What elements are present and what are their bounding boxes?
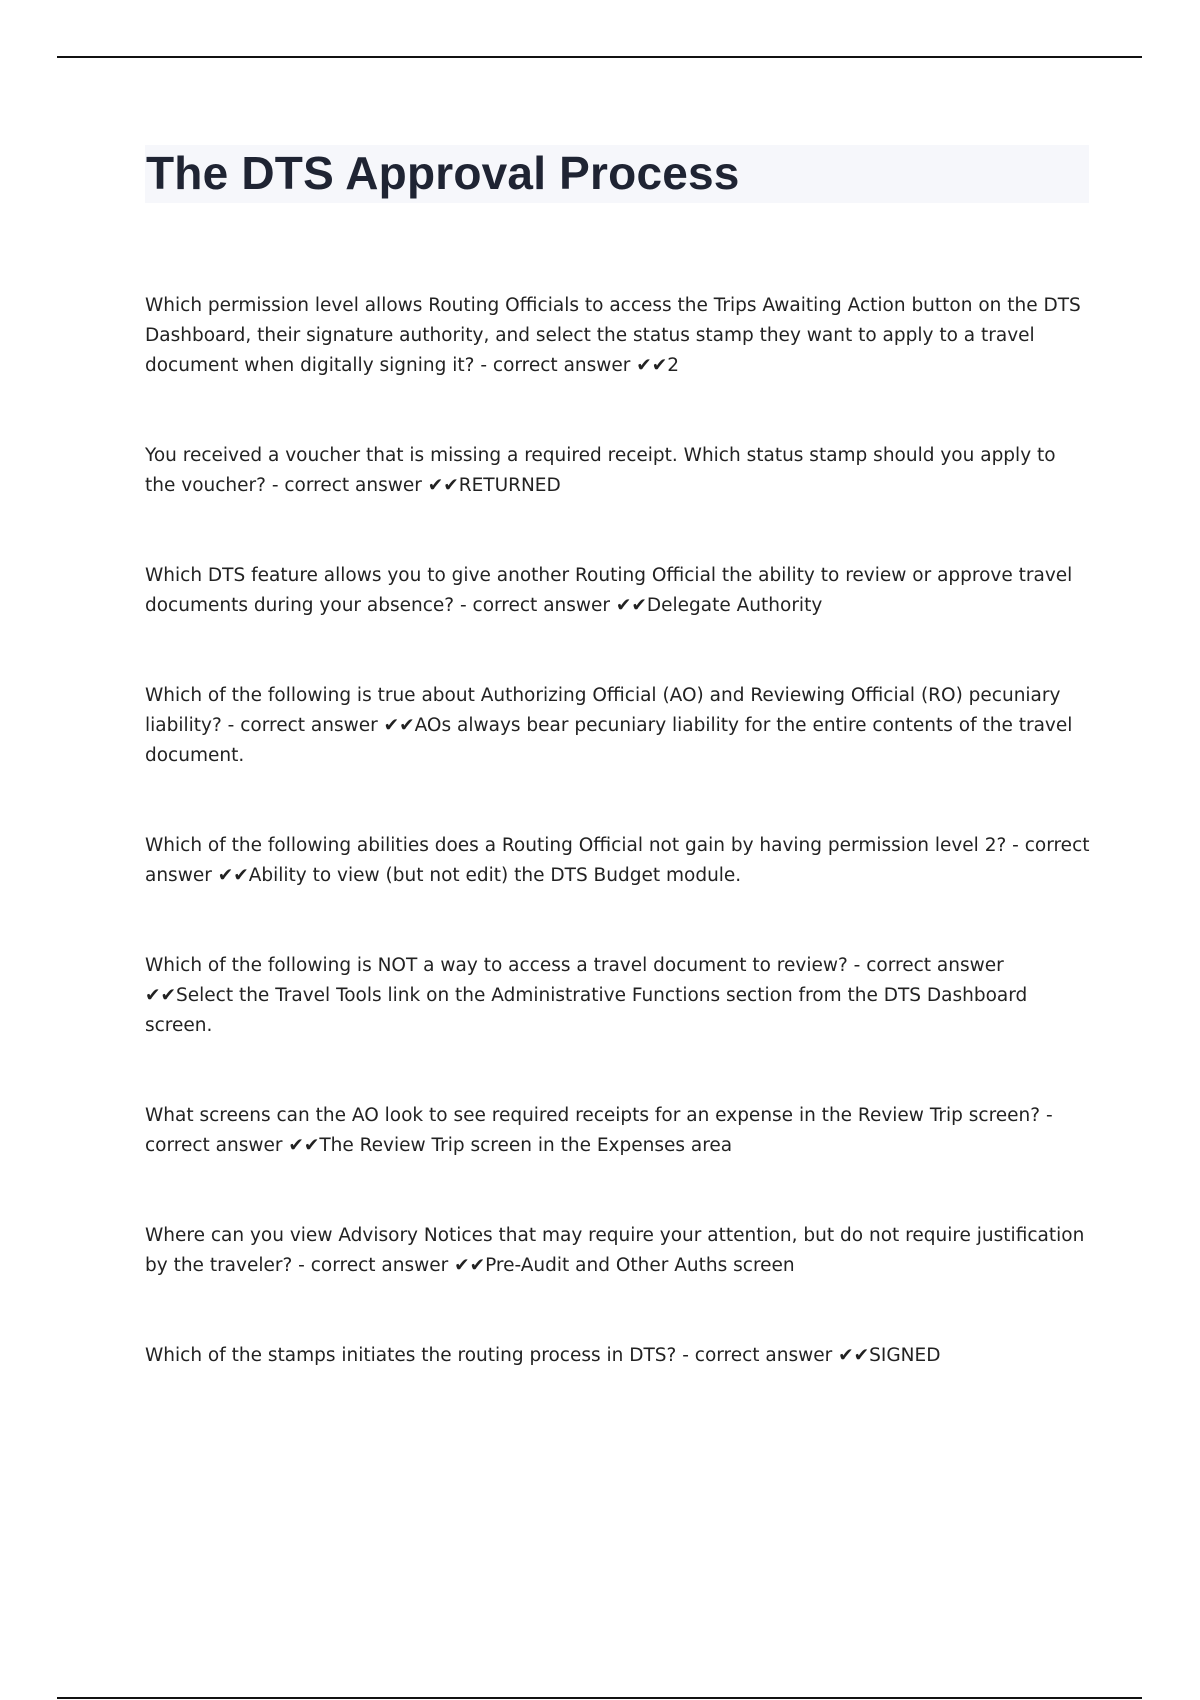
question-list [145, 291, 1090, 1371]
question-item-4: Which of the following is true about Authorizing Official (AO) and Reviewing Official (RO) pecuniary liability? - correct answer ✔✔AOs always bear pecuniary liability for the entire contents of the travel document. [145, 685, 1073, 766]
question-item-3: Which DTS feature allows you to give another Routing Official the ability to review or approve travel documents during your absence? - correct answer ✔✔Delegate Authority [145, 565, 1073, 616]
page-title: The DTS Approval Process [146, 147, 740, 199]
header-rule [57, 56, 1142, 58]
question-item-2: You received a voucher that is missing a required receipt. Which status stamp should you apply to the voucher? - correct answer ✔✔RETURNED [145, 445, 1056, 496]
question-item-8: Where can you view Advisory Notices that may require your attention, but do not require justification by the traveler? - correct answer ✔✔Pre-Audit and Other Auths screen [145, 1225, 1085, 1276]
question-item-9: Which of the stamps initiates the routing process in DTS? - correct answer ✔✔SIGNED [145, 1345, 941, 1366]
question-item-1: Which permission level allows Routing Officials to access the Trips Awaiting Action button on the DTS Dashboard, their signature authority, and select the status stamp they want to apply to a travel document when digitally signing it? - correct answer ✔✔2 [145, 295, 1081, 376]
question-item-7: What screens can the AO look to see required receipts for an expense in the Review Trip screen? - correct answer ✔✔The Review Trip screen in the Expenses area [145, 1105, 1053, 1156]
question-item-6: Which of the following is NOT a way to access a travel document to review? - correct answer ✔✔Select the Travel Tools link on the Administrative Functions section from the DTS Dashboard screen. [145, 955, 1028, 1036]
footer-rule [57, 1697, 1142, 1699]
question-item-5: Which of the following abilities does a Routing Official not gain by having permission level 2? - correct answer ✔✔Ability to view (but not edit) the DTS Budget module. [145, 835, 1090, 886]
